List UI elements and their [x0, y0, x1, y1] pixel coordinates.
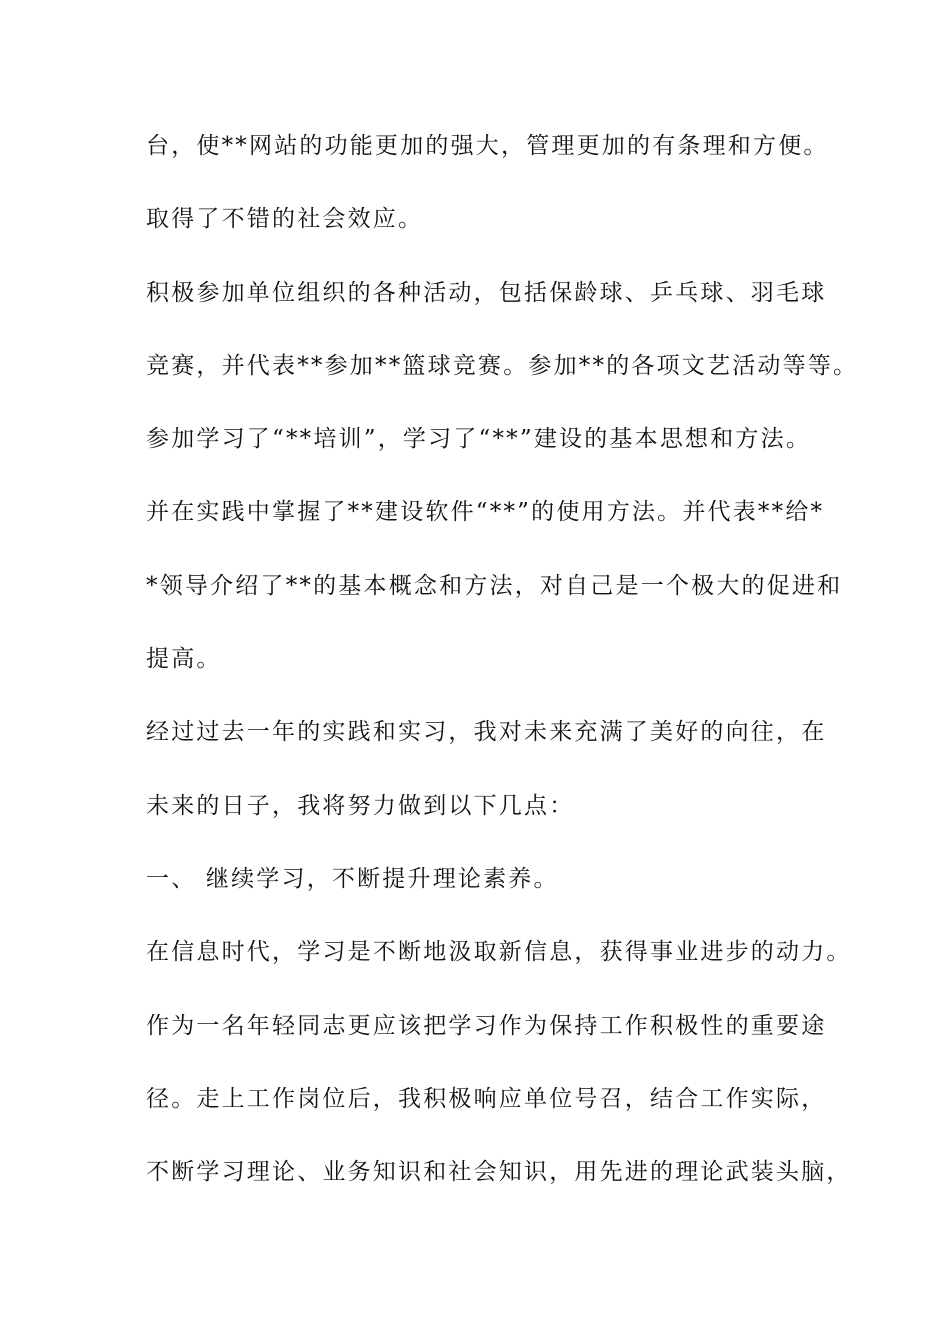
text-line: 径。走上工作岗位后，我积极响应单位号召，结合工作实际，: [146, 1085, 827, 1112]
text-line: *领导介绍了**的基本概念和方法，对自己是一个极大的促进和: [146, 572, 843, 599]
text-line: 竞赛，并代表**参加**篮球竞赛。参加**的各项文艺活动等等。: [146, 352, 859, 379]
text-line: 作为一名年轻同志更应该把学习作为保持工作积极性的重要途: [146, 1012, 827, 1039]
text-line: 未来的日子，我将努力做到以下几点：: [146, 792, 575, 819]
text-line: 经过过去一年的实践和实习，我对未来充满了美好的向往，在: [146, 719, 827, 746]
text-line: 台，使**网站的功能更加的强大，管理更加的有条理和方便。: [146, 133, 829, 159]
text-line: 参加学习了“**培训”，学习了“**”建设的基本思想和方法。: [146, 426, 812, 453]
text-line: 积极参加单位组织的各种活动，包括保龄球、乒乓球、羽毛球: [146, 279, 827, 306]
document-text-body: [146, 132, 859, 1231]
text-line: 提高。: [146, 646, 222, 673]
section-heading: 一、 继续学习，不断提升理论素养。: [146, 865, 559, 892]
text-line: 取得了不错的社会效应。: [146, 206, 424, 233]
text-line: 并在实践中掌握了**建设软件“**”的使用方法。并代表**给*: [146, 499, 825, 526]
text-line: 在信息时代，学习是不断地汲取新信息，获得事业进步的动力。: [146, 939, 852, 966]
text-line: 不断学习理论、业务知识和社会知识，用先进的理论武装头脑，: [146, 1159, 852, 1186]
